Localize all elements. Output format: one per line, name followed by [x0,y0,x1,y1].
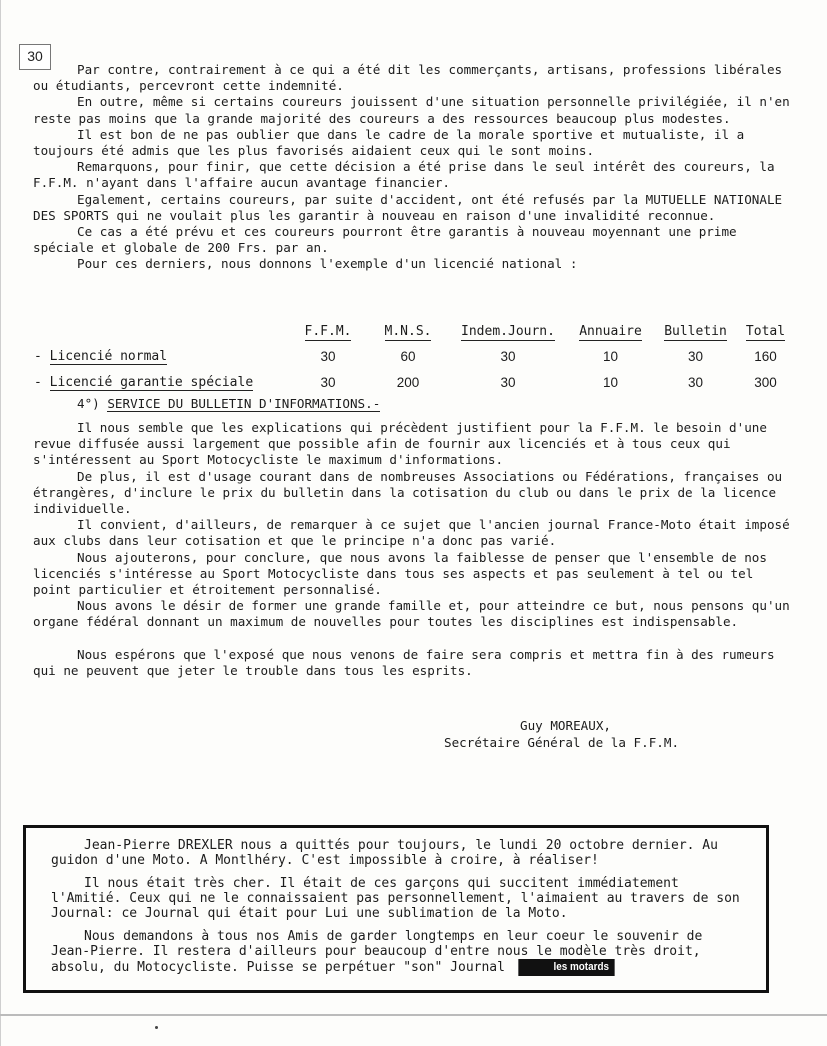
table-cell: 30 [320,374,336,390]
tribute-paragraph: Il nous était très cher. Il était de ces garçons qui succitent immédiatement l'Amitié. Ceux qui ne le connaissaient pas personnellement, l'aimaient au travers de son Journal: ce Journal qui était pour Lui une sublimation de la Moto. [51,876,740,921]
table-cell: 60 [400,348,416,364]
fee-table [33,319,793,395]
article-body-top [33,62,793,273]
paragraph: De plus, il est d'usage courant dans de nombreuses Associations ou Fédérations, françaises ou étrangères, d'inclure le prix du bulletin dans la cotisation du club ou dans le prix de la licence individuelle. [33,468,783,517]
table-row [33,343,793,369]
paragraph: Nous espérons que l'exposé que nous venons de faire sera compris et mettra fin à des rumeurs qui ne peuvent que jeter le trouble dans tous les esprits. [33,646,775,679]
row-label: - Licencié garantie spéciale [34,374,254,390]
table-cell: 160 [754,348,777,364]
table-cell: 300 [754,374,777,390]
table-cell: 10 [602,374,619,390]
paragraph: Egalement, certains coureurs, par suite d'accident, ont été refusés par la MUTUELLE NATIONALE DES SPORTS qui ne voulait plus les garantir à nouveau en raison d'une invalidité reconnue. [33,191,783,223]
paragraph-spacer [33,631,793,647]
paragraph: Pour ces derniers, nous donnons l'exemple d'un licencié national : [77,256,578,272]
tribute-paragraph: Jean-Pierre DREXLER nous a quittés pour toujours, le lundi 20 octobre dernier. Au guidon d'une Moto. A Montlhéry. C'est impossible à croire, à réaliser! [51,838,718,868]
column-header: Annuaire [579,323,642,339]
article-body-section [33,420,793,679]
table-cell: 10 [602,348,619,364]
column-header: M.N.S. [384,323,432,339]
tribute-paragraph: Nous demandons à tous nos Amis de garder longtemps en leur coeur le souvenir de Jean-Pierre. Il restera d'ailleurs pour beaucoup d'entre nous le modèle très droit, absolu, du Motocycliste. Puisse se perpétuer "son" Journal les motards [51,929,703,975]
paragraph: En outre, même si certains coureurs jouissent d'une situation personnelle privilégiée, il n'en reste pas moins que la grande majorité des coureurs a des ressources beaucoup plus modestes. [33,94,790,126]
table-cell: 30 [500,348,516,364]
paragraph: Par contre, contrairement à ce qui a été dit les commerçants, artisans, professions libérales ou étudiants, percevront cette indemnité. [33,62,783,94]
paragraph: Remarquons, pour finir, que cette décision a été prise dans le seul intérêt des coureurs, la F.F.M. n'ayant dans l'affaire aucun avantage financier. [33,159,775,191]
page-edge [0,0,1,1046]
signatory-title: Secrétaire Général de la F.F.M. [444,735,680,750]
table-cell: 200 [396,374,420,390]
paper-speck [155,1026,158,1029]
paragraph: Ce cas a été prévu et ces coureurs pourront être garantis à nouveau moyennant une prime spéciale et globale de 200 Frs. par an. [33,224,737,256]
page-number: 30 [19,44,51,70]
paragraph: Il nous semble que les explications qui précèdent justifient pour la F.F.M. le besoin d'une revue diffusée aussi largement que possible afin de fournir aux licenciés et à tous ceux qui s'intéressent au Sport Motocycliste le maximum d'informations. [33,420,767,468]
column-header: F.F.M. [304,323,352,339]
table-cell: 30 [687,348,704,364]
paragraph: Nous avons le désir de former une grande famille et, pour atteindre ce but, nous pensons qu'un organe fédéral donnant un maximum de nouvelles pour toutes les disciplines est indispensable. [33,598,790,630]
table-row [33,369,793,395]
paragraph: Il convient, d'ailleurs, de remarquer à ce sujet que l'ancien journal France-Moto était imposé aux clubs dans leur cotisation et que le principe n'a donc pas varié. [33,517,790,549]
tribute-box [23,825,769,993]
column-header: Indem.Journ. [461,323,555,339]
row-label: - Licencié normal [34,348,168,364]
signatory-name: Guy MOREAUX, [520,718,611,733]
page-bottom-edge [0,1014,827,1016]
les-motards-logo: les motards [518,959,614,976]
signature-block [444,717,744,751]
column-header: Bulletin [664,323,727,339]
paragraph: Il est bon de ne pas oublier que dans le cadre de la morale sportive et mutualiste, il a toujours été admis que les plus favorisés aidaient ceux qui le sont moins. [33,126,745,159]
table-cell: 30 [687,374,704,390]
fee-table-header-row [33,319,793,343]
section-heading: 4°) SERVICE DU BULLETIN D'INFORMATIONS.- [77,396,381,411]
paragraph: Nous ajouterons, pour conclure, que nous avons la faiblesse de penser que l'ensemble de nos licenciés s'intéresse au Sport Motocycliste dans tous ses aspects et pas seulement à tel ou tel point particulier et étroitement personnalisé. [33,549,767,598]
table-cell: 30 [500,374,516,390]
table-cell: 30 [320,348,336,364]
column-header: Total [745,323,786,339]
